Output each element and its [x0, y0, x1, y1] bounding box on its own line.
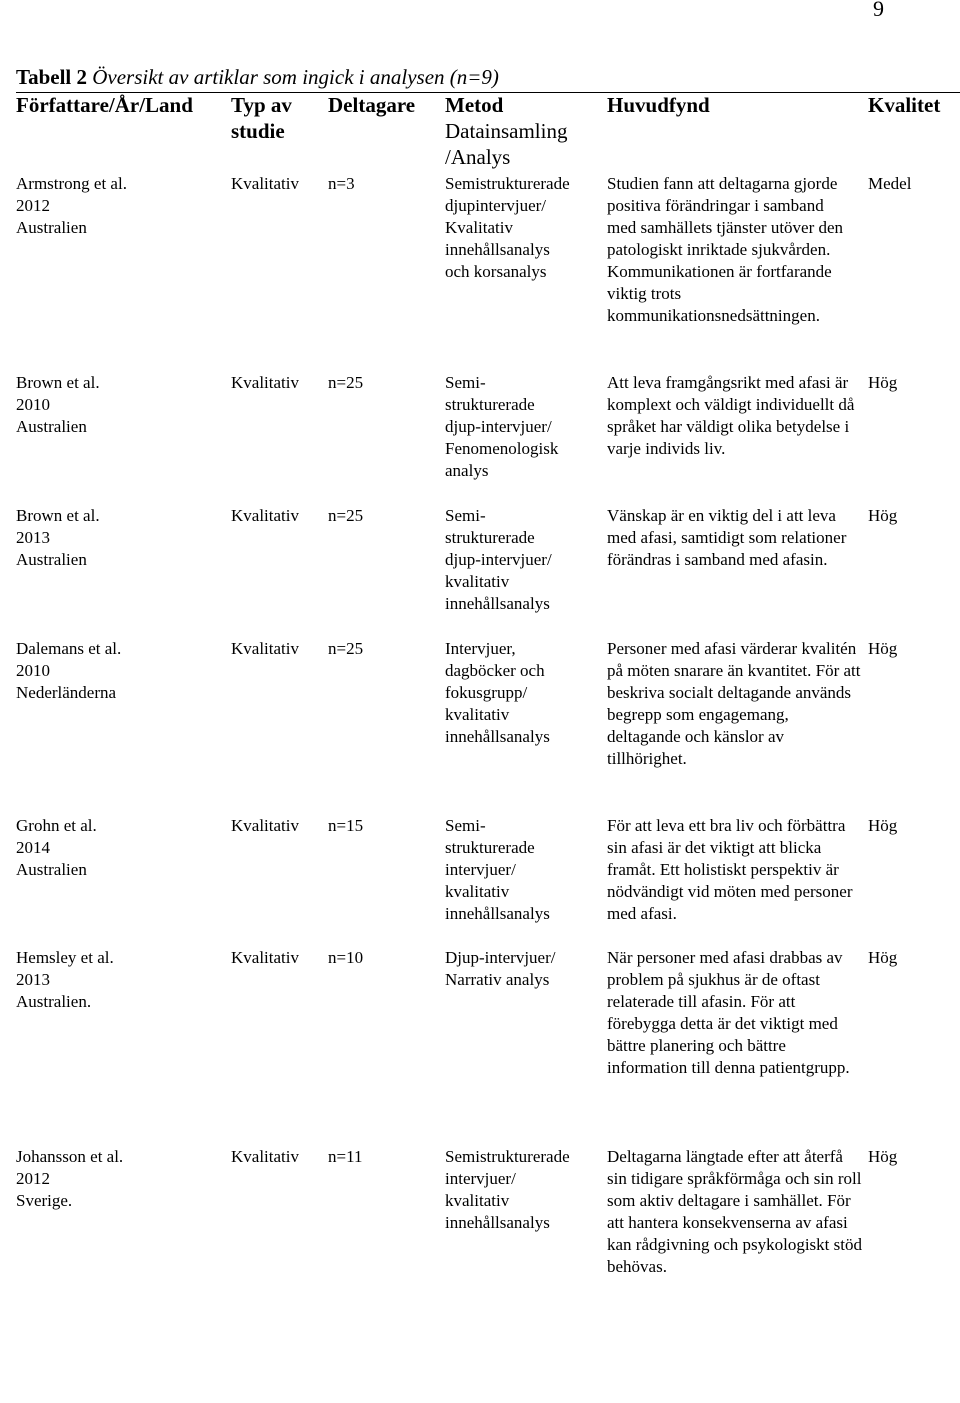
- author-country: Sverige.: [16, 1191, 73, 1210]
- main-findings: Vänskap är en viktig del i att leva med afasi, samtidigt som relationer förändras i samband med afasin.: [607, 506, 847, 569]
- method-line: Semi-: [445, 373, 486, 392]
- method-line: kvalitativ: [445, 572, 510, 591]
- table-row-author: [16, 1146, 221, 1212]
- header-author: [16, 92, 221, 118]
- participants-count: n=10: [328, 948, 364, 967]
- participants-count: n=25: [328, 506, 364, 525]
- method-line: kvalitativ: [445, 705, 510, 724]
- method-line: innehållsanalys: [445, 1213, 550, 1232]
- header-method-title: Metod: [445, 93, 504, 117]
- header-method: [445, 92, 605, 170]
- method-line: kvalitativ: [445, 882, 510, 901]
- author-year: 2010: [16, 661, 50, 680]
- method-line: intervjuer/: [445, 860, 516, 879]
- method-line: intervjuer/: [445, 1169, 516, 1188]
- method-line: strukturerade: [445, 395, 535, 414]
- table-row-author: [16, 173, 221, 239]
- caption-text: Översikt av artiklar som ingick i analysen (n=9): [92, 65, 499, 89]
- author-country: Australien: [16, 860, 87, 879]
- method-cell: [445, 947, 605, 991]
- method-line: Fenomenologisk: [445, 439, 559, 458]
- author-country: Australien: [16, 218, 87, 237]
- quality-rating: Hög: [868, 1147, 898, 1166]
- author-name: Armstrong et al.: [16, 174, 127, 193]
- author-year: 2013: [16, 970, 50, 989]
- table-row-author: [16, 372, 221, 438]
- table-row-author: [16, 638, 221, 704]
- method-line: Djup-intervjuer/: [445, 948, 556, 967]
- main-findings: När personer med afasi drabbas av problem på sjukhus är de oftast relaterade till afasin. För att förebygga detta är det viktigt med bättre planering och bättre information till denna patientgrupp.: [607, 948, 850, 1077]
- method-line: och korsanalys: [445, 262, 547, 281]
- table-row-author: [16, 815, 221, 881]
- author-name: Hemsley et al.: [16, 948, 114, 967]
- participants-count: n=25: [328, 639, 364, 658]
- author-name: Brown et al.: [16, 506, 100, 525]
- method-line: djupintervjuer/: [445, 196, 547, 215]
- method-line: fokusgrupp/: [445, 683, 528, 702]
- author-name: Dalemans et al.: [16, 639, 122, 658]
- header-findings: [607, 92, 862, 118]
- study-type: Kvalitativ: [231, 506, 299, 525]
- author-name: Johansson et al.: [16, 1147, 124, 1166]
- study-type: Kvalitativ: [231, 816, 299, 835]
- method-line: Semi-: [445, 816, 486, 835]
- main-findings: Att leva framgångsrikt med afasi är komplext och väldigt individuellt då språket har väldigt olika betydelse i varje individs liv.: [607, 373, 855, 458]
- method-line: Semi-: [445, 506, 486, 525]
- method-line: strukturerade: [445, 528, 535, 547]
- method-line: Semistrukturerade: [445, 1147, 570, 1166]
- method-line: analys: [445, 461, 489, 480]
- author-name: Brown et al.: [16, 373, 100, 392]
- main-findings: Studien fann att deltagarna gjorde positiva förändringar i samband med samhällets tjänster utöver den patologiskt inriktade sjukvården. Kommunikationen är fortfarande viktig trots kommunikationsnedsättningen.: [607, 174, 844, 325]
- author-year: 2013: [16, 528, 50, 547]
- page-number: 9: [873, 0, 884, 21]
- quality-rating: Hög: [868, 816, 898, 835]
- author-year: 2012: [16, 196, 50, 215]
- quality-rating: Hög: [868, 373, 898, 392]
- header-quality: [868, 92, 956, 118]
- author-country: Australien.: [16, 992, 92, 1011]
- quality-rating: Hög: [868, 639, 898, 658]
- author-name: Grohn et al.: [16, 816, 97, 835]
- quality-rating: Medel: [868, 174, 912, 193]
- header-method-line3: /Analys: [445, 145, 511, 169]
- participants-count: n=25: [328, 373, 364, 392]
- method-line: kvalitativ: [445, 1191, 510, 1210]
- header-type: [231, 92, 323, 144]
- author-country: Australien: [16, 417, 87, 436]
- method-line: innehållsanalys: [445, 904, 550, 923]
- header-participants: [328, 92, 438, 118]
- table-row-author: [16, 947, 221, 1013]
- study-type: Kvalitativ: [231, 174, 299, 193]
- study-type: Kvalitativ: [231, 373, 299, 392]
- study-type: Kvalitativ: [231, 1147, 299, 1166]
- method-line: innehållsanalys: [445, 240, 550, 259]
- quality-rating: Hög: [868, 506, 898, 525]
- header-method-line2: Datainsamling: [445, 119, 568, 143]
- table-caption: [16, 64, 499, 90]
- method-line: djup-intervjuer/: [445, 550, 552, 569]
- study-type: Kvalitativ: [231, 948, 299, 967]
- study-type: Kvalitativ: [231, 639, 299, 658]
- method-cell: [445, 173, 605, 283]
- header-participants-label: Deltagare: [328, 93, 416, 117]
- method-line: Intervjuer,: [445, 639, 516, 658]
- method-line: djup-intervjuer/: [445, 417, 552, 436]
- main-findings: Deltagarna längtade efter att återfå sin tidigare språkförmåga och sin roll som aktiv deltagare i samhället. För att hantera konsekvenserna av afasi kan rådgivning och psykologiskt stöd behövas.: [607, 1147, 862, 1276]
- method-cell: [445, 372, 605, 482]
- header-type-line2: studie: [231, 119, 285, 143]
- table-row-author: [16, 505, 221, 571]
- header-type-line1: Typ av: [231, 93, 292, 117]
- participants-count: n=3: [328, 174, 355, 193]
- method-cell: [445, 815, 605, 925]
- caption-label: Tabell 2: [16, 65, 87, 89]
- participants-count: n=11: [328, 1147, 363, 1166]
- author-year: 2014: [16, 838, 50, 857]
- method-line: Narrativ analys: [445, 970, 550, 989]
- method-line: Kvalitativ: [445, 218, 513, 237]
- method-line: strukturerade: [445, 838, 535, 857]
- header-author-label: Författare/År/Land: [16, 93, 193, 117]
- author-country: Nederländerna: [16, 683, 117, 702]
- header-quality-label: Kvalitet: [868, 93, 941, 117]
- participants-count: n=15: [328, 816, 364, 835]
- main-findings: För att leva ett bra liv och förbättra sin afasi är det viktigt att blicka framåt. Ett holistiskt perspektiv är nödvändigt vid möten med personer med afasi.: [607, 816, 853, 923]
- quality-rating: Hög: [868, 948, 898, 967]
- author-year: 2010: [16, 395, 50, 414]
- method-line: Semistrukturerade: [445, 174, 570, 193]
- method-line: dagböcker och: [445, 661, 545, 680]
- author-country: Australien: [16, 550, 87, 569]
- method-cell: [445, 505, 605, 615]
- main-findings: Personer med afasi värderar kvalitén på möten snarare än kvantitet. För att beskriva socialt deltagande används begrepp som engagemang, deltagande och känslor av tillhörighet.: [607, 639, 861, 768]
- header-findings-label: Huvudfynd: [607, 93, 710, 117]
- method-cell: [445, 1146, 605, 1234]
- method-cell: [445, 638, 605, 748]
- author-year: 2012: [16, 1169, 50, 1188]
- method-line: innehållsanalys: [445, 594, 550, 613]
- method-line: innehållsanalys: [445, 727, 550, 746]
